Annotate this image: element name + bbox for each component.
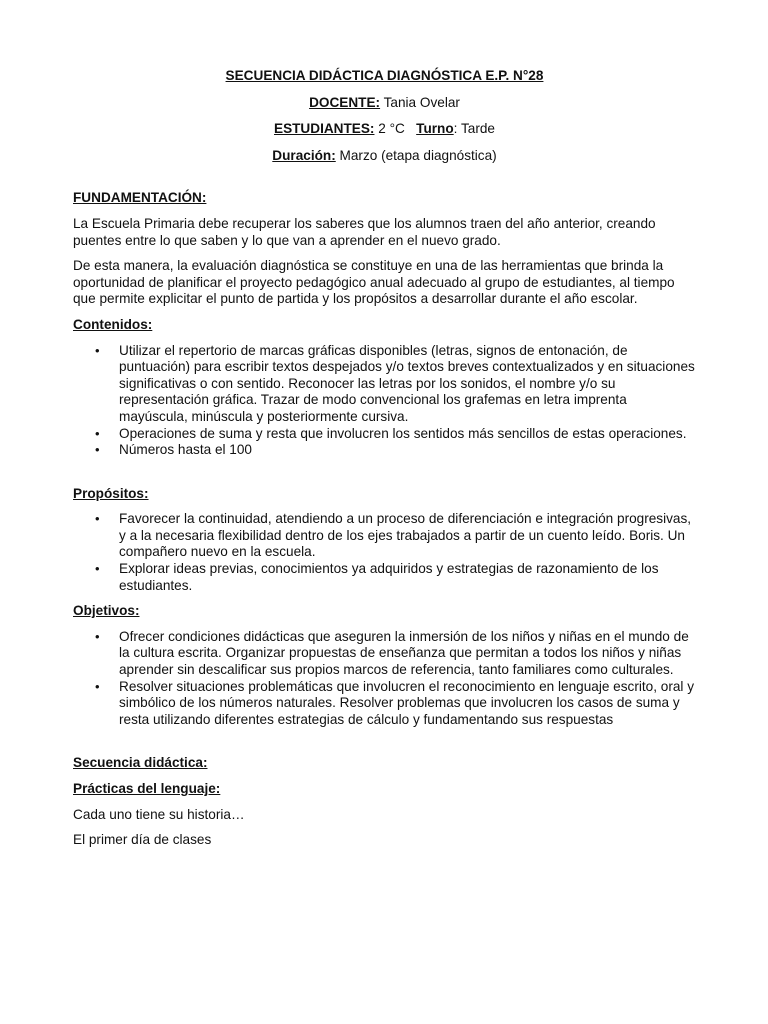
list-item <box>73 343 696 426</box>
docente-label: DOCENTE: <box>309 94 381 110</box>
estudiantes-line <box>73 121 696 138</box>
turno-value: : Tarde <box>453 121 495 137</box>
list-item-text: Números hasta el 100 <box>119 442 252 458</box>
duracion-value: Marzo (etapa diagnóstica) <box>335 147 497 163</box>
secuencia-heading: Secuencia didáctica: <box>73 755 208 771</box>
practicas-heading: Prácticas del lenguaje: <box>73 781 221 796</box>
propositos-heading: Propósitos: <box>73 485 149 501</box>
fundamentacion-paragraph: La Escuela Primaria debe recuperar los saberes que los alumnos traen del año anterior, creando puentes entre lo que saben y lo que van a aprender en el nuevo grado. <box>73 215 656 248</box>
duracion-label: Duración: <box>272 147 336 163</box>
estudiantes-value: 2 °C <box>374 121 405 137</box>
list-item <box>73 511 696 561</box>
bullet-icon: • <box>95 425 100 441</box>
title-text: SECUENCIA DIDÁCTICA DIAGNÓSTICA E.P. N°28 <box>225 68 544 83</box>
contenidos-list <box>73 343 696 459</box>
duracion-line <box>73 148 696 165</box>
fundamentacion-heading: FUNDAMENTACIÓN: <box>73 190 207 206</box>
bullet-icon: • <box>95 561 100 577</box>
list-item <box>73 442 696 459</box>
list-item <box>73 561 696 594</box>
bullet-icon: • <box>95 678 100 694</box>
fundamentacion-paragraph: De esta manera, la evaluación diagnóstica se constituye en una de las herramientas que brinda la oportunidad de planificar el proyecto pedagógico anual adecuado al grupo de estudiantes, al tiempo que permite explicitar el punto de partida y los propósitos a desarrollar durante el año escolar. <box>73 258 675 307</box>
secuencia-line: El primer día de clases <box>73 832 212 848</box>
secuencia-line: Cada uno tiene su historia… <box>73 806 245 822</box>
docente-value: Tania Ovelar <box>380 94 460 110</box>
bullet-icon: • <box>95 342 100 358</box>
list-item-text: Ofrecer condiciones didácticas que aseguren la inmersión de los niños y niñas en el mundo de la cultura escrita. Organizar propuestas de enseñanza que permitan a todos los niños y niñas aprender sin descalificar sus propios marcos de referencia, tanto familiares como culturales. <box>119 628 689 678</box>
list-item-text: Operaciones de suma y resta que involucren los sentidos más sencillos de estas operaciones. <box>119 425 687 441</box>
turno-label: Turno <box>416 121 454 137</box>
objetivos-list <box>73 629 696 729</box>
list-item-text: Favorecer la continuidad, atendiendo a un proceso de diferenciación e integración progresivas, y a la necesaria flexibilidad dentro de los ejes trabajados a partir de un cuento leído. Boris. Un compañero nuevo en la escuela. <box>119 511 692 560</box>
list-item-text: Explorar ideas previas, conocimientos ya adquiridos y estrategias de razonamiento de los estudiantes. <box>119 561 659 593</box>
list-item-text: Resolver situaciones problemáticas que involucren el reconocimiento en lenguaje escrito, oral y simbólico de los números naturales. Resolver problemas que involucren los casos de suma y resta utilizando diferentes estrategias de cálculo y fundamentando sus respuestas <box>119 678 695 727</box>
contenidos-heading: Contenidos: <box>73 316 153 332</box>
list-item <box>73 426 696 443</box>
docente-line <box>73 95 696 112</box>
propositos-list <box>73 511 696 594</box>
list-item <box>73 629 696 679</box>
objetivos-heading: Objetivos: <box>73 603 140 619</box>
bullet-icon: • <box>95 511 100 527</box>
list-item-text: Utilizar el repertorio de marcas gráficas disponibles (letras, signos de entonación, de puntuación) para escribir textos despejados y/o textos breves contextualizados y en situaciones significativas o con sentido. Reconocer las letras por los sonidos, el nombre y/o su representación gráfica. Trazar de modo convencional los grafemas en letra imprenta mayúscula, minúscula y posteriormente cursiva. <box>119 342 695 424</box>
bullet-icon: • <box>95 442 100 458</box>
list-item <box>73 679 696 729</box>
bullet-icon: • <box>95 628 100 644</box>
document-title <box>73 68 696 85</box>
estudiantes-label: ESTUDIANTES: <box>274 121 375 137</box>
